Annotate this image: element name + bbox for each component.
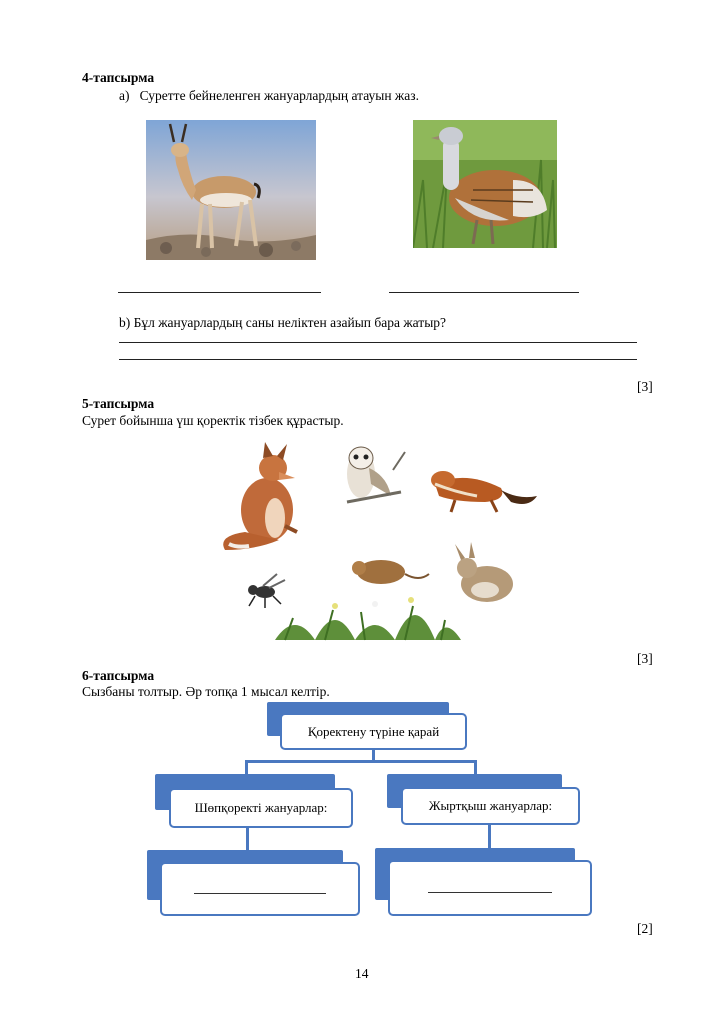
page-number: 14	[355, 966, 369, 981]
carnivores-box	[401, 787, 580, 825]
task4-score: [3]	[637, 379, 653, 394]
answer-line-bustard[interactable]	[389, 292, 579, 293]
carnivore-answer-box[interactable]	[388, 860, 592, 916]
task4-heading: 4-тапсырма	[82, 70, 155, 85]
answer-line-gazelle[interactable]	[118, 292, 321, 293]
root-box	[280, 713, 467, 750]
herbivore-answer-line[interactable]	[194, 893, 326, 894]
herbivores-label: Шөпқоректі жануарлар:	[194, 800, 328, 815]
connector-horizontal	[245, 760, 477, 763]
herbivore-answer-box[interactable]	[160, 862, 360, 916]
owl-figure	[347, 447, 405, 502]
grass-figure	[275, 597, 461, 640]
fly-figure	[248, 574, 285, 608]
gazelle-image	[146, 120, 316, 260]
root-box-label: Қоректену түріне қарай	[307, 723, 440, 739]
task6-score: [2]	[637, 921, 653, 936]
task5-score: [3]	[637, 651, 653, 666]
task5-heading: 5-тапсырма	[82, 396, 155, 411]
task6-heading: 6-тапсырма	[82, 668, 155, 683]
connector-right-down	[488, 823, 491, 849]
connector-left-down	[246, 826, 249, 850]
weasel-figure	[431, 471, 537, 512]
mouse-figure	[352, 560, 429, 584]
herbivores-box	[169, 788, 353, 828]
answer-line-b-2[interactable]	[119, 359, 637, 360]
task5-instruction: Сурет бойынша үш қоректік тізбек құрастыр.	[82, 413, 344, 428]
task6-instruction: Сызбаны толтыр. Әр топқа 1 мысал келтір.	[82, 684, 330, 699]
food-chain-image	[215, 440, 545, 652]
bustard-image	[413, 120, 557, 248]
task4-part-a: а) Суретте бейнеленген жануарлардың атауын жаз.	[119, 88, 419, 103]
answer-line-b-1[interactable]	[119, 342, 637, 343]
rabbit-figure	[455, 542, 513, 602]
fox-figure	[223, 442, 297, 550]
carnivores-label: Жыртқыш жануарлар:	[428, 798, 553, 813]
connector-right	[474, 760, 477, 774]
carnivore-answer-line[interactable]	[428, 892, 552, 893]
connector-left	[245, 760, 248, 774]
task4-part-b: b) Бұл жануарлардың саны неліктен азайып бара жатыр?	[119, 315, 447, 330]
